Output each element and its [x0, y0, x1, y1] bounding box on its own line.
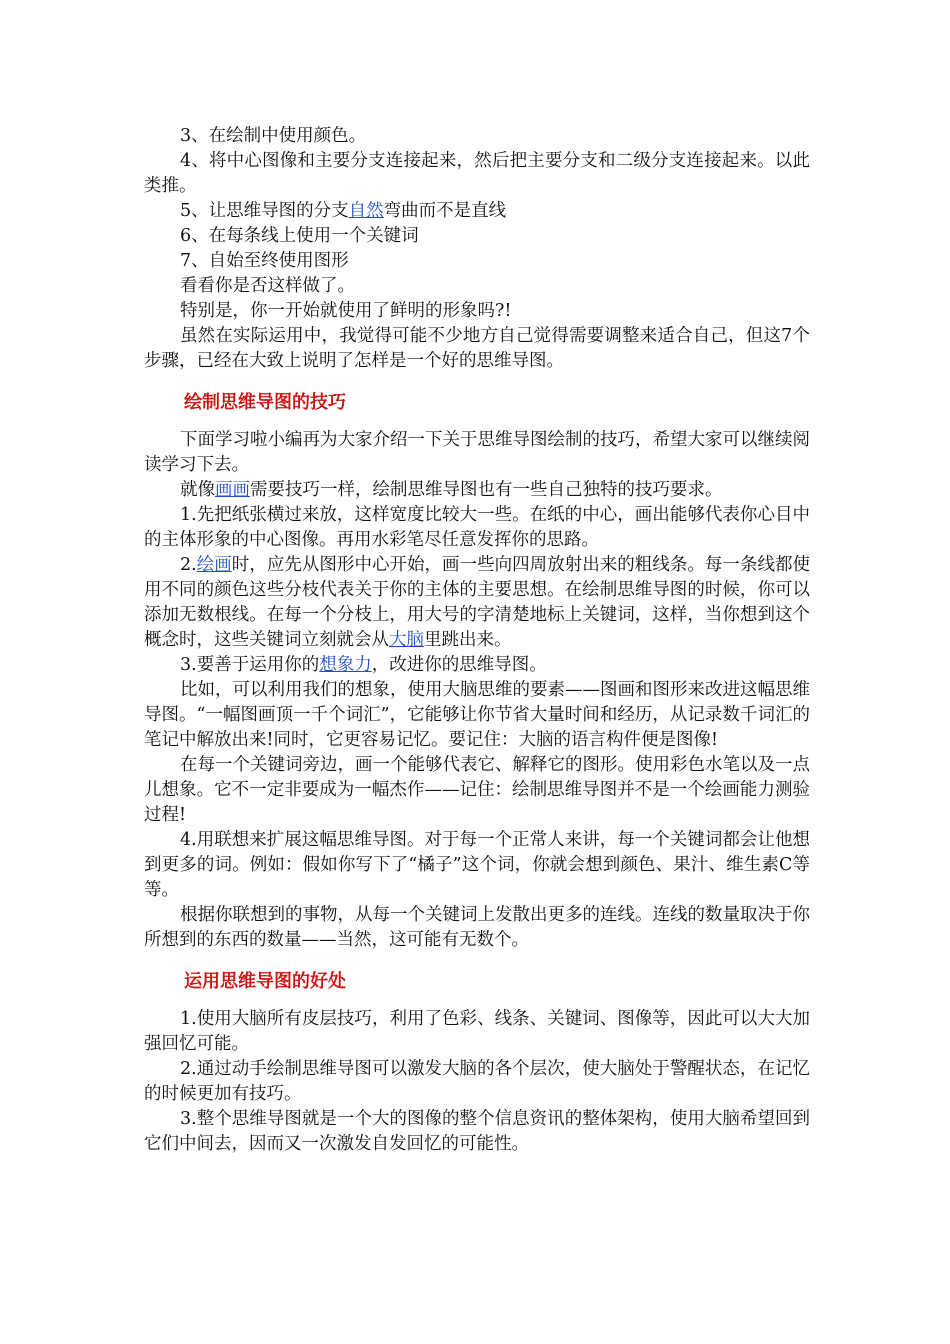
- section-heading-benefits: 运用思维导图的好处: [184, 971, 346, 992]
- benefit-2-paragraph: 2.通过动手绘制思维导图可以激发大脑的各个层次，使大脑处于警醒状态，在记忆的时候更加有技巧。: [144, 1059, 810, 1104]
- link-ziran[interactable]: 自然: [348, 201, 384, 221]
- section-heading-techniques: 绘制思维导图的技巧: [184, 392, 346, 413]
- benefit-3-paragraph: 3.整个思维导图就是一个大的图像的整个信息资讯的整体架构，使用大脑希望回到它们中间去，因而又一次激发自发回忆的可能性。: [144, 1109, 810, 1154]
- tip-2-text-after: 里跳出来。: [424, 630, 512, 650]
- step-6-paragraph: 6、在每条线上使用一个关键词: [180, 226, 419, 246]
- link-huahua[interactable]: 画画: [215, 480, 250, 500]
- step-4-paragraph: 4、将中心图像和主要分支连接起来，然后把主要分支和二级分支连接起来。以此类推。: [144, 151, 810, 196]
- step-3-paragraph: 3、在绘制中使用颜色。: [180, 126, 367, 146]
- tip-1-paragraph: 1.先把纸张横过来放，这样宽度比较大一些。在纸的中心，画出能够代表你心目中的主体形象的中心图像。再用水彩笔尽任意发挥你的思路。: [144, 505, 810, 550]
- step-5-text-after: 弯曲而不是直线: [383, 201, 507, 221]
- tip-2-text-before: 2.: [180, 555, 197, 575]
- summary-paragraph: 虽然在实际运用中，我觉得可能不少地方自己觉得需要调整来适合自己，但这7个步骤，已经在大致上说明了怎样是一个好的思维导图。: [144, 326, 810, 371]
- tip-3-text-after: ，改进你的思维导图。: [371, 655, 547, 675]
- painting-text-after: 需要技巧一样，绘制思维导图也有一些自己独特的技巧要求。: [250, 480, 723, 500]
- step-7-paragraph: 7、自始至终使用图形: [180, 251, 349, 271]
- tip-3-paragraph: [144, 653, 810, 678]
- check-paragraph: 看看你是否这样做了。: [180, 276, 355, 296]
- step-5-text-before: 5、让思维导图的分支: [180, 201, 349, 221]
- step-5-paragraph: [144, 199, 810, 224]
- painting-skill-paragraph: [144, 478, 810, 503]
- link-danao[interactable]: 大脑: [389, 630, 424, 650]
- association-paragraph: 根据你联想到的事物，从每一个关键词上发散出更多的连线。连线的数量取决于你所想到的东西的数量——当然，这可能有无数个。: [144, 905, 810, 950]
- tip-4-paragraph: 4.用联想来扩展这幅思维导图。对于每一个正常人来讲，每一个关键词都会让他想到更多的词。例如：假如你写下了“橘子”这个词，你就会想到颜色、果汁、维生素C等等。: [144, 830, 810, 900]
- keyword-drawing-paragraph: 在每一个关键词旁边，画一个能够代表它、解释它的图形。使用彩色水笔以及一点儿想象。它不一定非要成为一幅杰作——记住：绘制思维导图并不是一个绘画能力测验过程!: [144, 755, 810, 825]
- benefit-1-paragraph: 1.使用大脑所有皮层技巧，利用了色彩、线条、关键词、图像等，因此可以大大加强回忆可能。: [144, 1009, 810, 1054]
- link-xiangxiangli[interactable]: 想象力: [319, 655, 372, 675]
- image-question-paragraph: 特别是，你一开始就使用了鲜明的形象吗?!: [180, 301, 512, 321]
- document-body: [144, 124, 810, 1157]
- imagination-paragraph: 比如，可以利用我们的想象，使用大脑思维的要素——图画和图形来改进这幅思维导图。“一幅图画顶一千个词汇”，它能够让你节省大量时间和经历，从记录数千词汇的笔记中解放出来!同时，它更容易记忆。要记住：大脑的语言构件便是图像!: [144, 680, 810, 750]
- link-huihua[interactable]: 绘画: [196, 555, 232, 575]
- painting-text-before: 就像: [180, 480, 215, 500]
- tip-2-paragraph: [144, 553, 810, 653]
- intro-paragraph: 下面学习啦小编再为大家介绍一下关于思维导图绘制的技巧，希望大家可以继续阅读学习下去。: [144, 430, 810, 475]
- tip-2-text-mid: 时，应先从图形中心开始，画一些向四周放射出来的粗线条。每一条线都使用不同的颜色这些分枝代表关于你的主体的主要思想。在绘制思维导图的时候，你可以添加无数根线。在每一个分枝上，用大号的字清楚地标上关键词，这样，当你想到这个概念时，这些关键词立刻就会从: [144, 555, 811, 650]
- tip-3-text-before: 3.要善于运用你的: [180, 655, 320, 675]
